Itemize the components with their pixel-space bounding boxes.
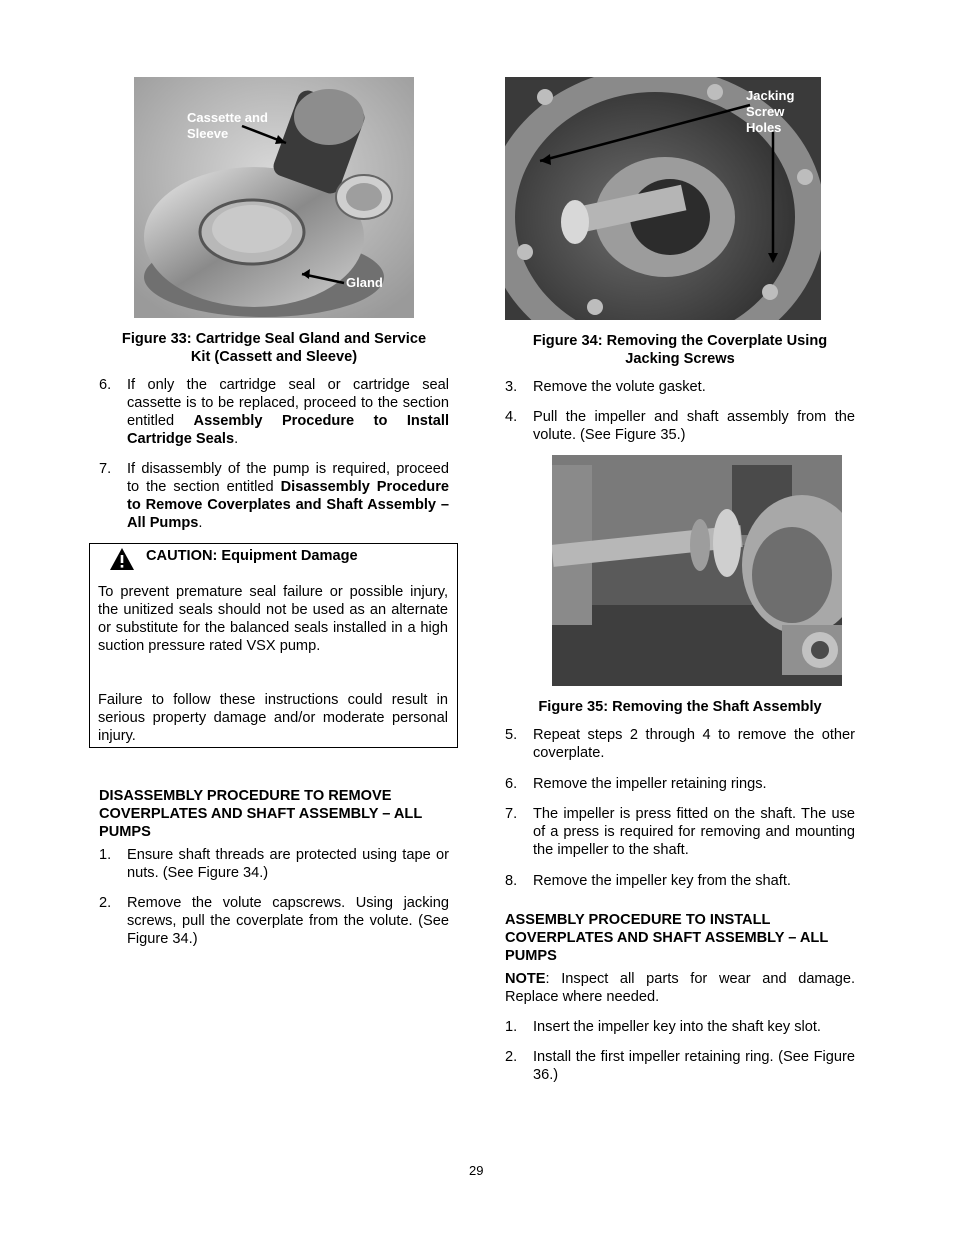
list-item-2: 2. Remove the volute capscrews. Using jacking screws, pull the coverplate from the volute. (See Figure 34.) <box>99 895 449 947</box>
warning-icon <box>109 547 135 571</box>
list-item-4: 4. Pull the impeller and shaft assembly from the volute. (See Figure 35.) <box>505 409 855 443</box>
list-item-8: 8. Remove the impeller key from the shaft. <box>505 873 791 889</box>
list-item-7: 7. If disassembly of the pump is required, proceed to the section entitled Disassembly Procedure to Remove Coverplates and Shaft Assembly – All Pumps. <box>99 461 449 531</box>
list-item-6: 6. If only the cartridge seal or cartridge seal cassette is to be replaced, proceed to the section entitled Assembly Procedure to Install Cartridge Seals. <box>99 377 449 447</box>
assembly-heading: ASSEMBLY PROCEDURE TO INSTALL COVERPLATES AND SHAFT ASSEMBLY – ALL PUMPS <box>505 912 828 964</box>
jacking-screw-holes-label: Jacking Screw Holes <box>746 88 795 135</box>
list-item-7: 7. The impeller is press fitted on the shaft. The use of a press is required for removing and mounting the impeller to the shaft. <box>505 806 855 858</box>
assembly-note: NOTE: Inspect all parts for wear and damage. Replace where needed. <box>505 971 855 1005</box>
page-number: 29 <box>469 1163 484 1178</box>
assembly-item-1: 1. Insert the impeller key into the shaft key slot. <box>505 1019 821 1035</box>
figure-35-caption: Figure 35: Removing the Shaft Assembly <box>538 699 822 715</box>
assembly-item-2: 2. Install the first impeller retaining ring. (See Figure 36.) <box>505 1049 855 1083</box>
caution-title: CAUTION: Equipment Damage <box>146 548 358 564</box>
figure-33-caption: Figure 33: Cartridge Seal Gland and Service Kit (Cassett and Sleeve) <box>121 331 427 365</box>
figure-34-caption: Figure 34: Removing the Coverplate Using Jacking Screws <box>532 333 828 367</box>
figure-35-photo <box>552 455 842 686</box>
caution-paragraph-1: To prevent premature seal failure or possible injury, the unitized seals should not be used as an alternate or substitute for the balanced seals installed in a high suction pressure rated VSX pump. <box>98 584 448 654</box>
list-item-5: 5. Repeat steps 2 through 4 to remove the other coverplate. <box>505 727 855 761</box>
list-item-3: 3. Remove the volute gasket. <box>505 379 706 395</box>
list-item-1: 1. Ensure shaft threads are protected using tape or nuts. (See Figure 34.) <box>99 847 449 881</box>
gland-label: Gland <box>346 275 383 290</box>
cassette-sleeve-label: Cassette and Sleeve <box>187 110 268 141</box>
disassembly-heading: DISASSEMBLY PROCEDURE TO REMOVE COVERPLATES AND SHAFT ASSEMBLY – ALL PUMPS <box>99 788 422 840</box>
caution-box <box>89 543 458 748</box>
figure-34-photo <box>505 77 821 320</box>
figure-33-photo <box>134 77 414 318</box>
list-item-6: 6. Remove the impeller retaining rings. <box>505 776 767 792</box>
caution-paragraph-2: Failure to follow these instructions could result in serious property damage and/or moderate personal injury. <box>98 692 448 744</box>
